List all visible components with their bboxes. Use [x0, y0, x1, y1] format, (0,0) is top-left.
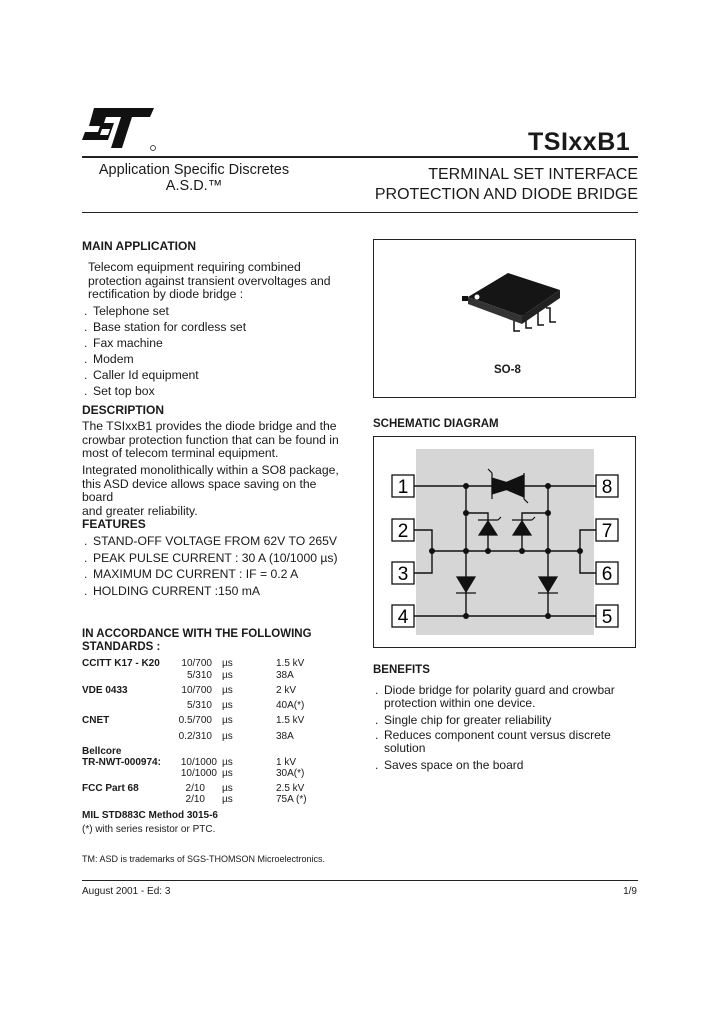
feature-label: HOLDING CURRENT :150 mA — [93, 584, 261, 598]
standard-unit: µs — [222, 658, 233, 669]
feature-label: PEAK PULSE CURRENT : 30 A (10/1000 µs) — [93, 551, 338, 565]
benefit-item: . Diode bridge for polarity guard and crowbar protection within one device. — [375, 683, 615, 710]
pin-label: 3 — [397, 564, 409, 585]
subtitle-line1: Application Specific Discretes — [98, 162, 290, 178]
standard-value: 1 kV — [276, 757, 297, 768]
feature-item: . PEAK PULSE CURRENT : 30 A (10/1000 µs) — [84, 551, 338, 565]
app-item: . Telephone set — [84, 304, 169, 318]
app-item: . Modem — [84, 352, 134, 366]
app-item-label: Telephone set — [93, 304, 169, 318]
feature-item: . STAND-OFF VOLTAGE FROM 62V TO 265V — [84, 534, 338, 548]
bellcore-label: Bellcore — [82, 746, 122, 757]
schematic-diagram — [373, 436, 636, 648]
package-box — [373, 239, 636, 398]
main-application-intro — [88, 261, 331, 302]
product-family — [94, 162, 294, 194]
description-para1 — [82, 420, 348, 461]
standard-name: CCITT K17 - K20 — [82, 658, 160, 669]
benefit-line: protection within one device. — [384, 696, 536, 710]
desc-line: The TSIxxB1 provides the diode bridge and the — [82, 419, 337, 433]
app-item: . Set top box — [84, 384, 155, 398]
app-item-label: Fax machine — [93, 336, 163, 350]
standards-heading-line: STANDARDS : — [82, 641, 161, 653]
standard-wave: 5/310 — [186, 700, 212, 711]
description-para2 — [82, 464, 348, 518]
standard-wave: 10/700 — [181, 685, 212, 696]
desc-line: most of telecom terminal equipment. — [82, 446, 279, 460]
header-rule — [82, 156, 638, 158]
feature-item: . MAXIMUM DC CURRENT : IF = 0.2 A — [84, 567, 299, 581]
pin-label: 7 — [601, 521, 613, 542]
standards-heading — [82, 628, 312, 654]
app-item-label: Caller Id equipment — [93, 368, 199, 382]
benefit-item: . Single chip for greater reliability — [375, 713, 552, 727]
title-line1: TERMINAL SET INTERFACE — [428, 166, 638, 183]
feature-label: STAND-OFF VOLTAGE FROM 62V TO 265V — [93, 534, 338, 548]
standard-value: 2 kV — [276, 685, 297, 696]
standard-unit: µs — [222, 715, 233, 726]
standard-value: 30A(*) — [276, 768, 305, 779]
standard-wave: 10/1000 — [180, 757, 217, 768]
desc-line: this ASD device allows space saving on the board — [82, 476, 317, 504]
standard-wave: 2/10 — [185, 794, 205, 805]
mil-standard: MIL STD883C Method 3015-6 — [82, 810, 218, 821]
schematic-heading: SCHEMATIC DIAGRAM — [373, 418, 499, 430]
intro-line: protection against transient overvoltages and — [88, 273, 331, 288]
benefit-line: Diode bridge for polarity guard and crowbar — [384, 683, 615, 697]
page-number: 1/9 — [623, 886, 637, 897]
desc-line: and greater reliability. — [82, 503, 198, 518]
benefit-line: solution — [384, 741, 426, 755]
standard-unit: µs — [222, 794, 233, 805]
feature-label: MAXIMUM DC CURRENT : IF = 0.2 A — [93, 567, 299, 581]
trademark-note: TM: ASD is trademarks of SGS-THOMSON Microelectronics. — [82, 854, 326, 864]
feature-item: . HOLDING CURRENT :150 mA — [84, 584, 261, 598]
intro-line: rectification by diode bridge : — [88, 287, 244, 301]
standard-wave: 10/1000 — [180, 768, 217, 779]
standard-name: VDE 0433 — [82, 685, 128, 696]
standard-wave: 5/310 — [186, 670, 212, 681]
standard-wave: 0.5/700 — [178, 715, 212, 726]
features-heading: FEATURES — [82, 517, 146, 531]
standard-wave: 10/700 — [181, 658, 212, 669]
benefits-heading: BENEFITS — [373, 664, 430, 676]
app-item: . Caller Id equipment — [84, 368, 199, 382]
benefit-line: Saves space on the board — [384, 758, 524, 772]
standard-unit: µs — [222, 731, 233, 742]
standard-value: 75A (*) — [276, 794, 307, 805]
standard-name: TR-NWT-000974: — [82, 757, 161, 768]
standard-unit: µs — [222, 670, 233, 681]
standards-heading-line: IN ACCORDANCE WITH THE FOLLOWING — [82, 628, 312, 640]
st-logo-icon — [82, 108, 158, 157]
benefit-item: . Saves space on the board — [375, 758, 524, 772]
title-line2: PROTECTION AND DIODE BRIDGE — [374, 186, 638, 203]
benefit-line: Single chip for greater reliability — [384, 713, 552, 727]
standard-value: 2.5 kV — [276, 783, 305, 794]
standard-unit: µs — [222, 757, 233, 768]
standard-name: FCC Part 68 — [82, 783, 139, 794]
pin-label: 8 — [601, 477, 613, 498]
desc-line: Integrated monolithically within a SO8 package, — [82, 463, 339, 477]
standard-unit: µs — [222, 700, 233, 711]
pin-label: 4 — [397, 607, 409, 628]
document-title — [318, 165, 638, 205]
standard-value: 1.5 kV — [276, 658, 305, 669]
standards-note: (*) with series resistor or PTC. — [82, 824, 216, 835]
main-application-heading: MAIN APPLICATION — [82, 239, 196, 253]
standard-value: 40A(*) — [276, 700, 305, 711]
pin-label: 2 — [397, 521, 409, 542]
desc-line: crowbar protection function that can be found in — [82, 432, 339, 447]
title-rule — [82, 212, 638, 213]
app-item-label: Modem — [93, 352, 134, 366]
part-number: TSIxxB1 — [528, 128, 631, 156]
benefit-item: . Reduces component count versus discrete solution — [375, 728, 611, 755]
benefit-line: Reduces component count versus discrete — [384, 728, 611, 742]
app-item: . Base station for cordless set — [84, 320, 247, 334]
intro-line: Telecom equipment requiring combined — [88, 260, 301, 274]
standard-unit: µs — [222, 783, 233, 794]
description-heading: DESCRIPTION — [82, 403, 165, 417]
standard-value: 38A — [276, 670, 294, 681]
package-label: SO-8 — [494, 364, 521, 376]
app-item-label: Base station for cordless set — [93, 320, 247, 334]
standard-name: CNET — [82, 715, 110, 726]
footer-rule — [82, 880, 638, 881]
footer-date: August 2001 - Ed: 3 — [82, 886, 171, 897]
standard-unit: µs — [222, 768, 233, 779]
pin-label: 5 — [601, 607, 613, 628]
app-item-label: Set top box — [93, 384, 155, 398]
app-item: . Fax machine — [84, 336, 163, 350]
standard-unit: µs — [222, 685, 233, 696]
subtitle-line2: A.S.D.™ — [165, 178, 223, 194]
standard-value: 38A — [276, 731, 294, 742]
standard-wave: 2/10 — [185, 783, 205, 794]
standard-value: 1.5 kV — [276, 715, 305, 726]
standard-wave: 0.2/310 — [178, 731, 212, 742]
pin-label: 1 — [397, 477, 409, 498]
pin-label: 6 — [601, 564, 613, 585]
